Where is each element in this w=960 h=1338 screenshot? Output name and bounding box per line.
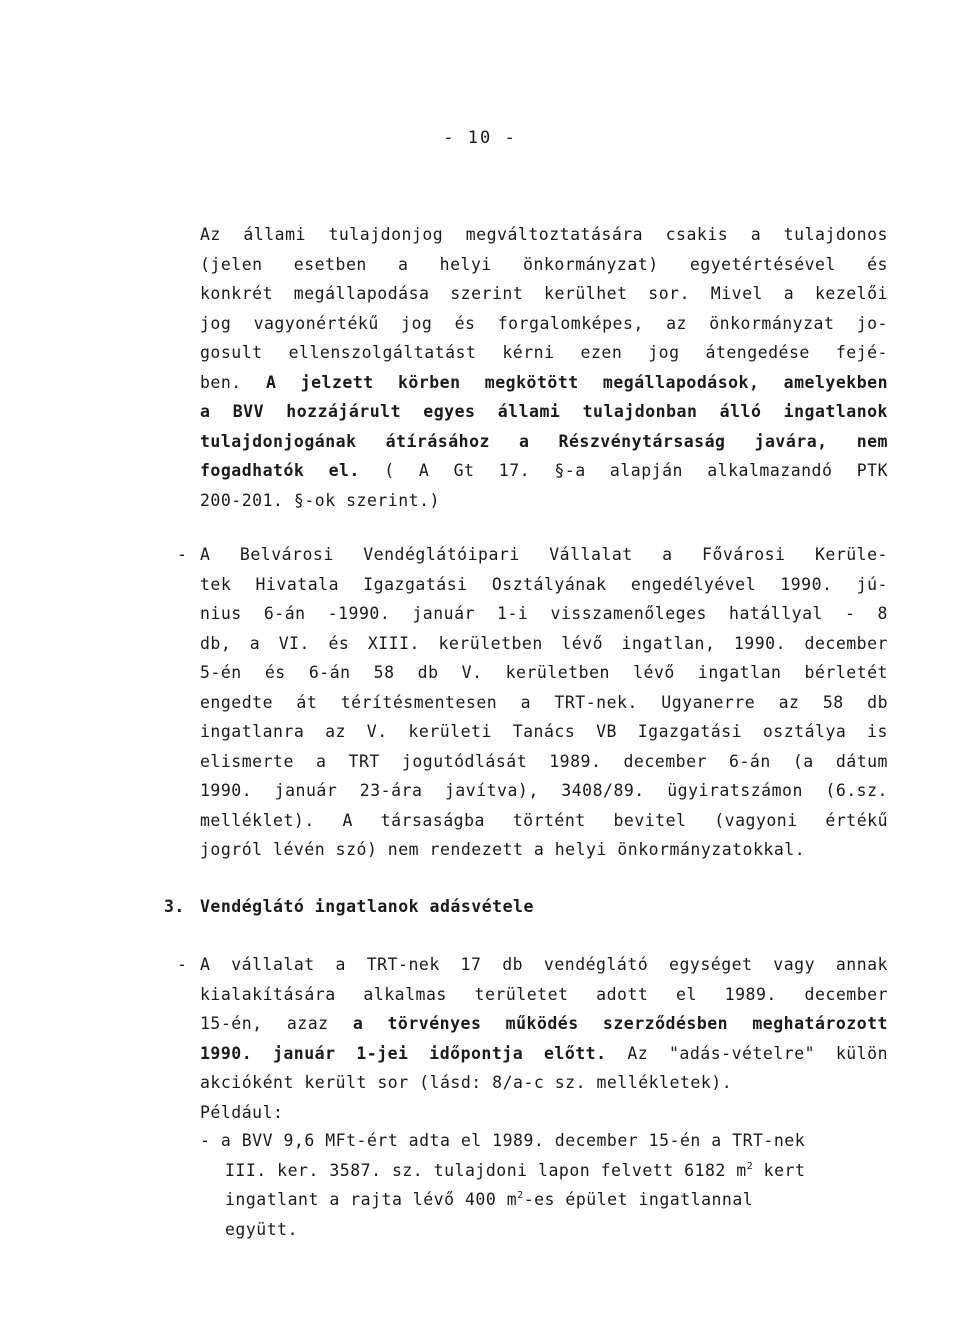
- text-line: Az állami tulajdonjog megváltoztatására csakis a tulajdonos: [200, 225, 888, 244]
- text-run: 15-én, azaz: [200, 1014, 329, 1033]
- superscript: 2: [746, 1160, 754, 1172]
- text-line-mixed: [200, 1185, 888, 1215]
- text-line: ingatlanra az V. kerületi Tanács VB Igazgatási osztálya is: [200, 722, 888, 741]
- text-run: kert: [753, 1160, 806, 1180]
- text-line: melléklet). A társaságba történt bevitel (vagyoni értékű: [200, 810, 888, 830]
- example-label: Például:: [200, 1102, 284, 1122]
- text-line-mixed: [200, 1126, 888, 1156]
- text-run: a BVV 9,6 MFt-ért adta el 1989. december 15-én a TRT-nek: [220, 1131, 806, 1150]
- text-line: elismerte a TRT jogutódlását 1989. december 6-án (a dátum: [200, 751, 888, 771]
- bold-line: tulajdonjogának átírásához a Részvénytársaság javára, nem: [200, 431, 888, 451]
- text-line-mixed: [200, 1009, 888, 1039]
- text-run: ben.: [200, 372, 242, 392]
- text-line: tek Hivatala Igazgatási Osztályának engedélyével 1990. jú-: [200, 574, 888, 594]
- text-line: A vállalat a TRT-nek 17 db vendéglátó egységet vagy annak: [200, 955, 888, 974]
- example-item: [200, 1126, 888, 1244]
- list-dash: -: [177, 955, 188, 974]
- section-heading: [164, 892, 888, 922]
- paragraph-sale: [177, 950, 889, 1127]
- section-title: Vendéglátó ingatlanok adásvétele: [200, 897, 534, 916]
- text-line: jogról lévén szó) nem rendezett a helyi önkormányzatokkal.: [200, 840, 806, 859]
- text-line: db, a VI. és XIII. kerületben lévő ingatlan, 1990. december: [200, 633, 888, 653]
- text-line-mixed: [200, 456, 888, 486]
- text-line: (jelen esetben a helyi önkormányzat) egyetértésével és: [200, 254, 888, 274]
- paragraph-ownership: [200, 220, 888, 515]
- text-line: 200-201. §-ok szerint.): [200, 490, 440, 510]
- section-number: 3.: [164, 897, 185, 916]
- text-run: ( A Gt 17. §-a alapján alkalmazandó PTK: [384, 461, 889, 480]
- paragraph-belvarosi: [177, 540, 888, 865]
- text-line: engedte át térítésmentesen a TRT-nek. Ugyanerre az 58 db: [200, 692, 888, 712]
- superscript: 2: [517, 1190, 524, 1201]
- text-line: A Belvárosi Vendéglátóipari Vállalat a Fővárosi Kerüle-: [200, 545, 888, 564]
- text-line-mixed: [200, 368, 888, 398]
- text-line: konkrét megállapodása szerint kerülhet sor. Mivel a kezelői: [200, 284, 888, 303]
- text-run: III. ker. 3587. sz. tulajdoni lapon felvett 6182 m: [225, 1160, 747, 1180]
- bold-run: a törvényes működés szerződésben meghatározott: [352, 1014, 888, 1033]
- bold-run: 1990. január 1-jei időpontja előtt.: [200, 1043, 607, 1063]
- list-dash: -: [177, 545, 188, 564]
- list-dash: -: [200, 1131, 221, 1150]
- text-run: ingatlant a rajta lévő 400 m: [225, 1190, 518, 1209]
- text-run: -es épület ingatlannal: [523, 1190, 754, 1209]
- text-line: 1990. január 23-ára javítva), 3408/89. ügyiratszámon (6.sz.: [200, 781, 888, 800]
- bold-line: a BVV hozzájárult egyes állami tulajdonban álló ingatlanok: [200, 402, 888, 421]
- text-run: Az "adás-vételre" külön: [627, 1043, 889, 1063]
- text-line-mixed: [200, 1156, 888, 1186]
- text-line: 5-én és 6-án 58 db V. kerületben lévő ingatlan bérletét: [200, 663, 888, 682]
- text-line: nius 6-án -1990. január 1-i visszamenőleges hatállyal - 8: [200, 604, 888, 623]
- text-line: kialakítására alkalmas területet adott el 1989. december: [200, 984, 888, 1004]
- page-number: - 10 -: [443, 128, 517, 148]
- text-line: együtt.: [225, 1219, 299, 1239]
- text-line: jog vagyonértékű jog és forgalomképes, az önkormányzat jo-: [200, 313, 888, 333]
- text-line: gosult ellenszolgáltatást kérni ezen jog átengedése fejé-: [200, 343, 888, 362]
- text-line-mixed: [200, 1039, 888, 1069]
- text-line: akcióként került sor (lásd: 8/a-c sz. mellékletek).: [200, 1073, 733, 1092]
- bold-run: A jelzett körben megkötött megállapodások, amelyekben: [266, 372, 889, 392]
- bold-run: fogadhatók el.: [200, 461, 360, 480]
